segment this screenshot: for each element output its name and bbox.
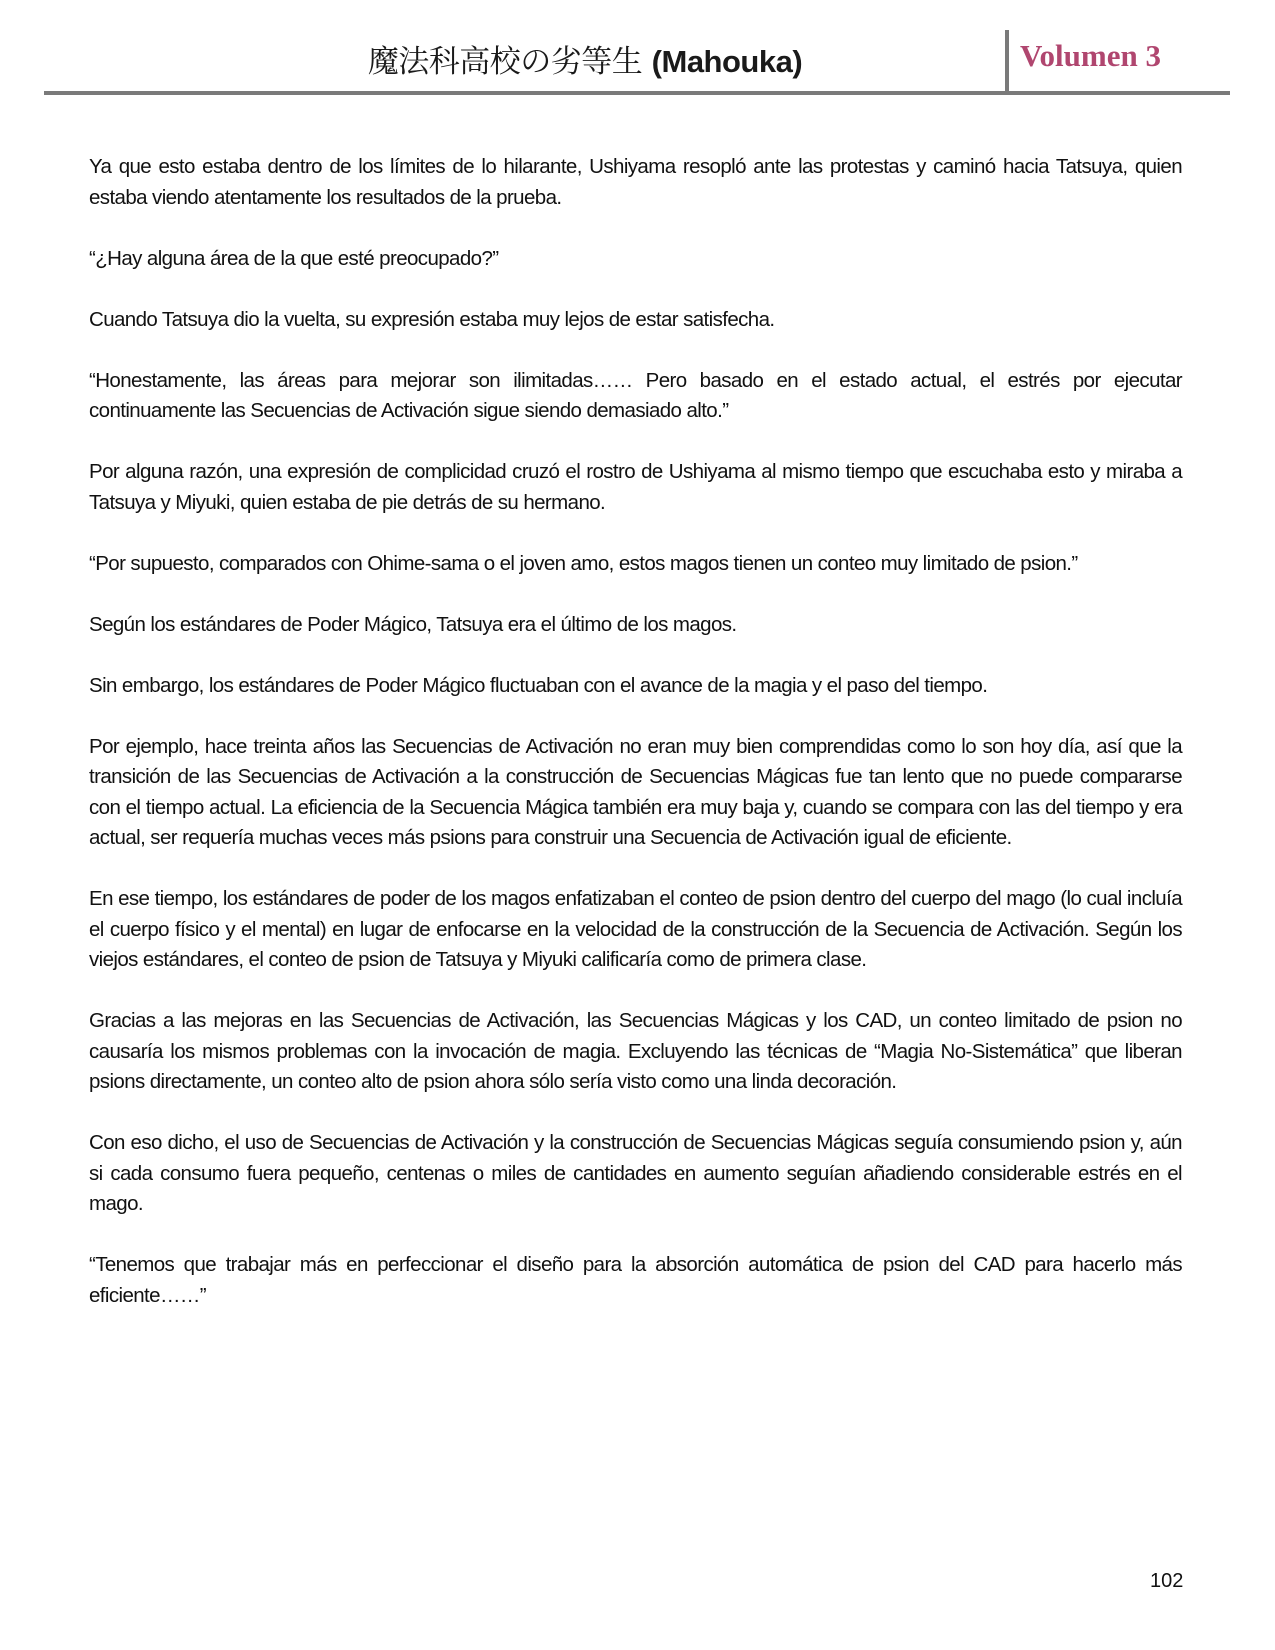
header-vertical-divider [1005,30,1009,94]
paragraph: Por ejemplo, hace treinta años las Secuencias de Activación no eran muy bien comprendidas como lo son hoy día, así que la transición de las Secuencias de Activación a la construcción de Secuencias Mágicas fue tan lento que no puede compararse con el tiempo actual. La eficiencia de la Secuencia Mágica también era muy baja y, cuando se compara con las del tiempo y era actual, ser requería muchas veces más psions para construir una Secuencia de Activación igual de eficiente. [89,734,1182,849]
paragraph: Cuando Tatsuya dio la vuelta, su expresión estaba muy lejos de estar satisfecha. [89,307,775,331]
paragraph: “¿Hay alguna área de la que esté preocupado?” [89,246,499,270]
page-number: 102 [1150,1570,1184,1592]
paragraph: “Tenemos que trabajar más en perfeccionar el diseño para la absorción automática de psion del CAD para hacerlo más eficiente……” [89,1253,1182,1307]
paragraph: Según los estándares de Poder Mágico, Tatsuya era el último de los magos. [89,612,737,636]
paragraph: Por alguna razón, una expresión de complicidad cruzó el rostro de Ushiyama al mismo tiempo que escuchaba esto y miraba a Tatsuya y Miyuki, quien estaba de pie detrás de su hermano. [89,460,1182,514]
paragraph: Sin embargo, los estándares de Poder Mágico fluctuaban con el avance de la magia y el paso del tiempo. [89,673,988,697]
volume-label: Volumen 3 [1020,38,1161,73]
paragraph: “Honestamente, las áreas para mejorar son ilimitadas…… Pero basado en el estado actual, el estrés por ejecutar continuamente las Secuencias de Activación sigue siendo demasiado alto.” [89,368,1182,422]
header-title-japanese: 魔法科高校の劣等生 [367,44,643,80]
paragraph: En ese tiempo, los estándares de poder de los magos enfatizaban el conteo de psion dentro del cuerpo del mago (lo cual incluía el cuerpo físico y el mental) en lugar de enfocarse en la velocidad de la construcción de la Secuencia de Activación. Según los viejos estándares, el conteo de psion de Tatsuya y Miyuki calificaría como de primera clase. [89,887,1182,971]
header-title-latin: (Mahouka) [651,44,803,79]
body-text [89,152,1182,1342]
header-rule [44,91,1230,95]
paragraph: Ya que esto estaba dentro de los límites de lo hilarante, Ushiyama resopló ante las protestas y caminó hacia Tatsuya, quien estaba viendo atentamente los resultados de la prueba. [89,155,1182,209]
paragraph: Gracias a las mejoras en las Secuencias de Activación, las Secuencias Mágicas y los CAD, un conteo limitado de psion no causaría los mismos problemas con la invocación de magia. Excluyendo las técnicas de “Magia No-Sistemática” que liberan psions directamente, un conteo alto de psion ahora sólo sería visto como una linda decoración. [89,1009,1182,1093]
paragraph: “Por supuesto, comparados con Ohime-sama o el joven amo, estos magos tienen un conteo muy limitado de psion.” [89,551,1078,575]
running-header-title [200,36,970,81]
paragraph: Con eso dicho, el uso de Secuencias de Activación y la construcción de Secuencias Mágicas seguía consumiendo psion y, aún si cada consumo fuera pequeño, centenas o miles de cantidades en aumento seguían añadiendo considerable estrés en el mago. [89,1131,1182,1215]
